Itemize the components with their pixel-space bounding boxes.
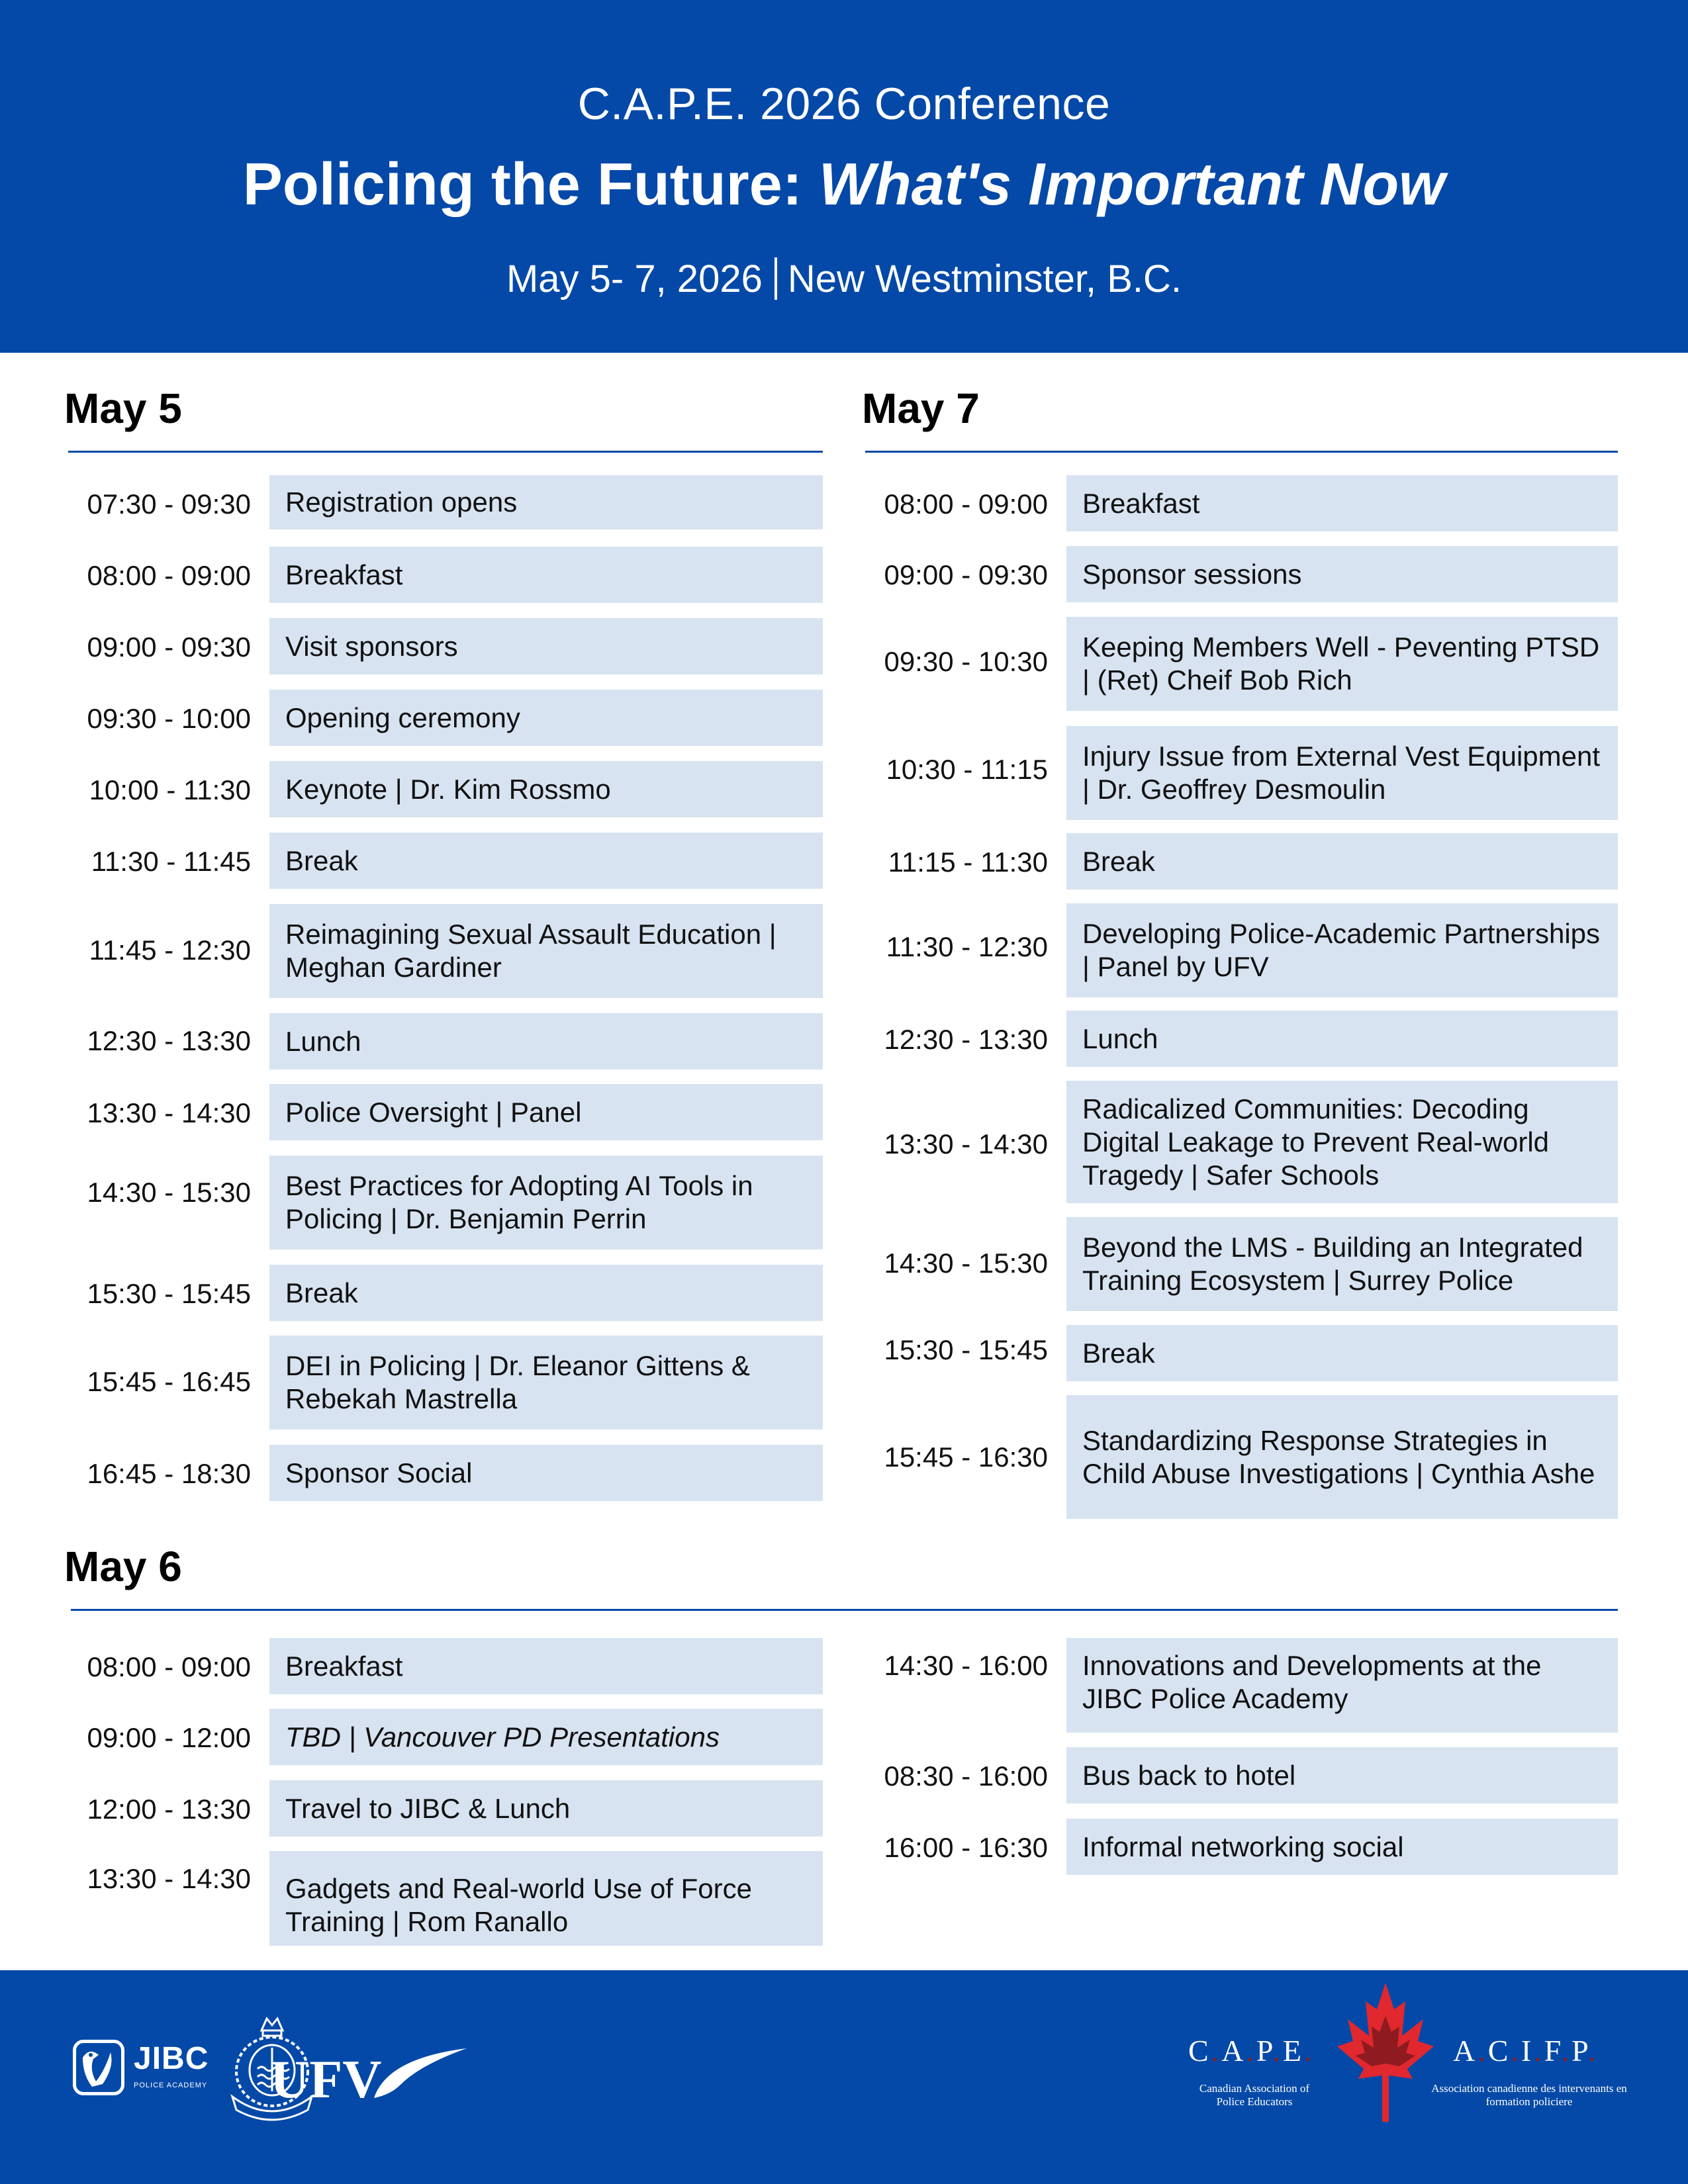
session-time: 12:30 - 13:30 <box>884 1024 1048 1055</box>
conference-theme <box>0 151 1688 219</box>
session-title: Opening ceremony <box>269 690 823 746</box>
session-title: Sponsor Social <box>269 1445 823 1501</box>
theme-plain: Policing the Future: <box>242 152 819 218</box>
session-title: Developing Police-Academic Partnerships | Panel by UFV <box>1066 903 1618 997</box>
session-time: 10:00 - 11:30 <box>89 774 251 805</box>
session-title: Radicalized Communities: Decoding Digital Leakage to Prevent Real-world Tragedy | Safer Schools <box>1066 1081 1618 1203</box>
session-title: Registration opens <box>269 475 823 529</box>
day-divider-may6 <box>71 1609 1618 1611</box>
session-time: 14:30 - 15:30 <box>87 1177 251 1208</box>
session-time: 13:30 - 14:30 <box>87 1097 251 1128</box>
session-time: 10:30 - 11:15 <box>886 754 1048 785</box>
conference-location: New Westminster, B.C. <box>787 257 1182 300</box>
session-title: Break <box>269 833 823 889</box>
session-time: 15:30 - 15:45 <box>884 1334 1048 1365</box>
session-time: 13:30 - 14:30 <box>87 1863 251 1894</box>
session-time: 09:00 - 09:30 <box>884 559 1048 590</box>
session-title: Best Practices for Adopting AI Tools in Policing | Dr. Benjamin Perrin <box>269 1156 823 1250</box>
session-time: 08:00 - 09:00 <box>87 1651 251 1682</box>
session-time: 08:00 - 09:00 <box>884 488 1048 520</box>
day-divider-may7 <box>865 451 1618 453</box>
conference-name: C.A.P.E. 2026 Conference <box>577 79 1111 129</box>
session-title: Gadgets and Real-world Use of Force Training | Rom Ranallo <box>269 1851 823 1946</box>
session-title: Breakfast <box>1066 475 1618 531</box>
session-title: DEI in Policing | Dr. Eleanor Gittens & Rebekah Mastrella <box>269 1336 823 1430</box>
session-time: 11:45 - 12:30 <box>89 934 251 966</box>
session-title: Sponsor sessions <box>1066 546 1618 602</box>
session-title: Informal networking social <box>1066 1819 1618 1875</box>
session-time: 13:30 - 14:30 <box>884 1128 1048 1160</box>
acifp-full-name: Association canadienne des intervenants en formation policiere <box>1431 2082 1627 2108</box>
jibc-logo-text: JIBC <box>134 2041 209 2076</box>
session-time: 16:45 - 18:30 <box>87 1458 251 1489</box>
theme-italic: What's Important Now <box>818 152 1446 218</box>
session-time: 11:30 - 11:45 <box>91 846 251 877</box>
ufv-logo-text: UFV <box>270 2049 382 2109</box>
session-title: Bus back to hotel <box>1066 1747 1618 1803</box>
session-title: Police Oversight | Panel <box>269 1084 823 1140</box>
session-time: 14:30 - 15:30 <box>884 1248 1048 1279</box>
session-time: 15:45 - 16:30 <box>884 1441 1048 1473</box>
session-title: Break <box>269 1265 823 1321</box>
separator-bar <box>774 257 777 300</box>
cape-logo-text: C.A.P.E. <box>1188 2034 1315 2068</box>
session-title: Standardizing Response Strategies in Child Abuse Investigations | Cynthia Ashe <box>1066 1395 1618 1519</box>
conference-dates: May 5- 7, 2026 <box>506 257 763 300</box>
conference-header <box>0 0 1688 353</box>
session-time: 14:30 - 16:00 <box>884 1650 1048 1681</box>
jibc-logo-subtext: POLICE ACADEMY <box>134 2081 208 2089</box>
session-title: Injury Issue from External Vest Equipment | Dr. Geoffrey Desmoulin <box>1066 726 1618 820</box>
day-title-may7: May 7 <box>862 385 980 432</box>
session-time: 09:30 - 10:30 <box>884 646 1048 677</box>
jibc-eagle-icon <box>73 2040 124 2095</box>
session-title: Innovations and Developments at the JIBC Police Academy <box>1066 1638 1618 1733</box>
session-time: 07:30 - 09:30 <box>87 488 251 520</box>
session-time: 16:00 - 16:30 <box>884 1832 1048 1863</box>
session-time: 09:00 - 12:00 <box>87 1722 251 1753</box>
day-title-may6: May 6 <box>64 1543 182 1590</box>
session-time: 08:00 - 09:00 <box>87 560 251 591</box>
ufv-leaf-icon <box>328 2045 473 2105</box>
session-title: Breakfast <box>269 1638 823 1694</box>
day-title-may5: May 5 <box>64 385 182 432</box>
session-title: Break <box>1066 833 1618 889</box>
day-divider-may5 <box>68 451 823 453</box>
session-time: 11:15 - 11:30 <box>888 846 1048 878</box>
session-title: TBD | Vancouver PD Presentations <box>269 1709 823 1765</box>
session-title: Reimagining Sexual Assault Education | Meghan Gardiner <box>269 904 823 998</box>
session-title: Beyond the LMS - Building an Integrated Training Ecosystem | Surrey Police <box>1066 1217 1618 1311</box>
session-title: Lunch <box>1066 1011 1618 1067</box>
session-time: 12:00 - 13:30 <box>87 1794 251 1825</box>
session-time: 09:00 - 09:30 <box>87 631 251 662</box>
maple-leaf-icon <box>1336 1983 1435 2125</box>
session-title: Keeping Members Well - Peventing PTSD | (Ret) Cheif Bob Rich <box>1066 617 1618 711</box>
session-time: 12:30 - 13:30 <box>87 1025 251 1056</box>
session-title: Travel to JIBC & Lunch <box>269 1780 823 1837</box>
session-title: Break <box>1066 1325 1618 1381</box>
session-time: 15:45 - 16:45 <box>87 1366 251 1397</box>
session-time: 09:30 - 10:00 <box>87 703 251 734</box>
session-time: 15:30 - 15:45 <box>87 1278 251 1309</box>
session-time: 11:30 - 12:30 <box>886 931 1048 962</box>
session-title: Lunch <box>269 1013 823 1069</box>
session-title: Visit sponsors <box>269 618 823 674</box>
session-title: Breakfast <box>269 547 823 603</box>
session-time: 08:30 - 16:00 <box>884 1760 1048 1792</box>
cape-full-name: Canadian Association of Police Educators <box>1199 2082 1310 2108</box>
acifp-logo-text: A.C.I.F.P. <box>1453 2034 1599 2068</box>
date-location <box>0 257 1688 301</box>
session-title: Keynote | Dr. Kim Rossmo <box>269 761 823 817</box>
